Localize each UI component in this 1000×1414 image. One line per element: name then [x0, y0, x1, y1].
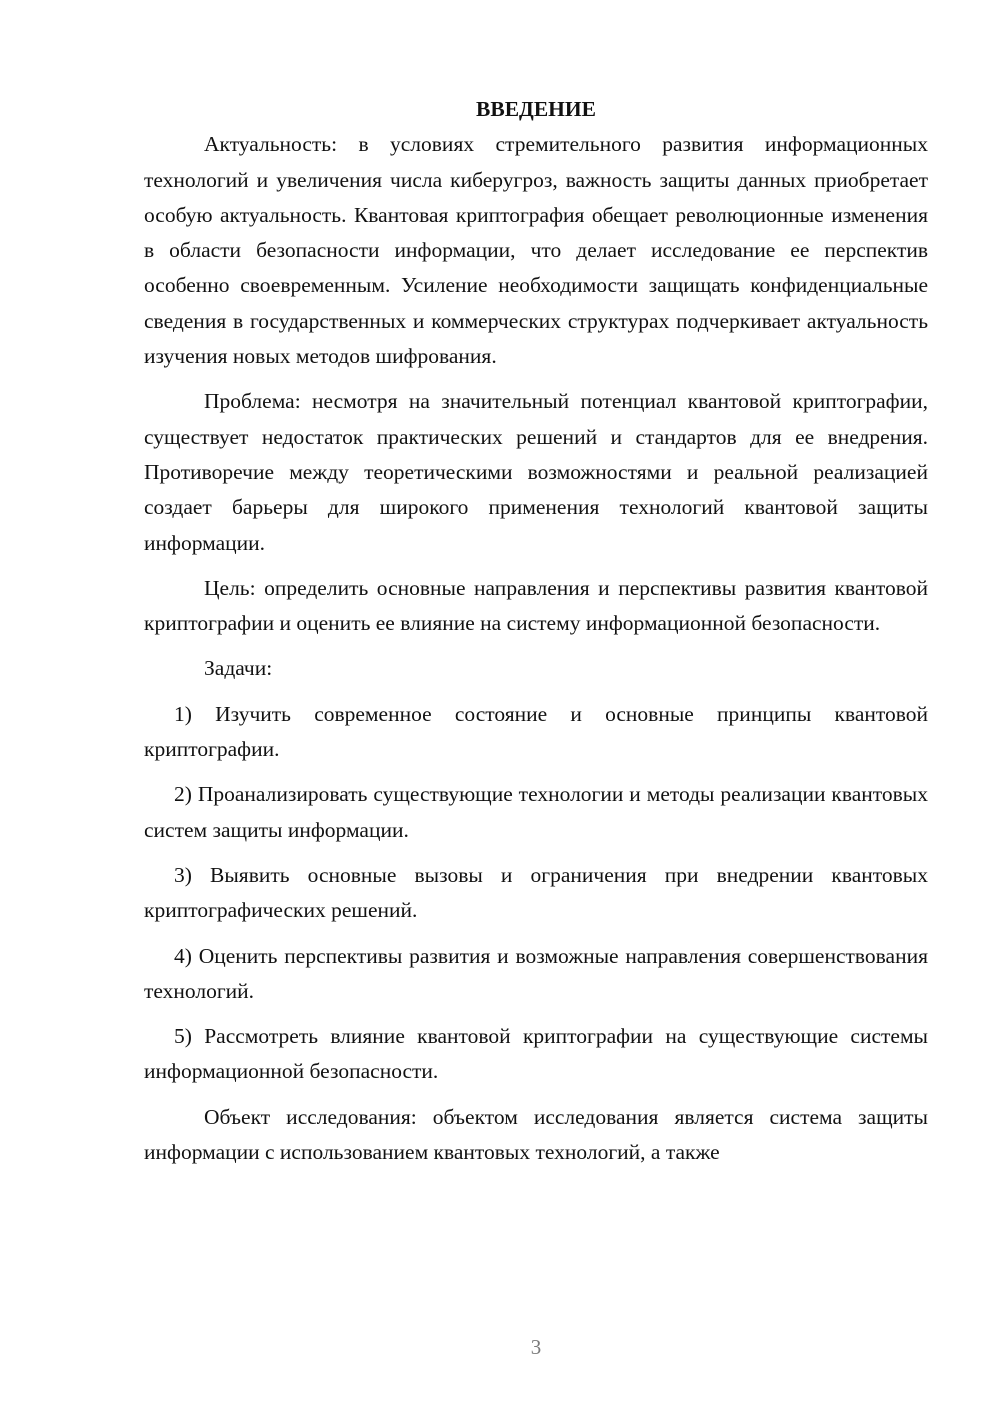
page-number: 3 [530, 1335, 542, 1359]
research-object-paragraph: Объект исследования: объектом исследования является система защиты информации с использованием квантовых технологий, а также [144, 1104, 928, 1165]
page-content [144, 92, 928, 1170]
task-item-3: 3) Выявить основные вызовы и ограничения при внедрении квантовых криптографических решений. [144, 862, 928, 923]
tasks-heading: Задачи: [204, 656, 273, 681]
relevance-paragraph: Актуальность: в условиях стремительного развития информационных технологий и увеличения числа киберугроз, важность защиты данных приобретает особую актуальность. Квантовая криптография обещает революционные изменения в области безопасности информации, что делает исследование ее перспектив особенно своевременным. Усиление необходимости защищать конфиденциальные сведения в государственных и коммерческих структурах подчеркивает актуальность изучения новых методов шифрования. [144, 132, 928, 369]
goal-paragraph: Цель: определить основные направления и перспективы развития квантовой криптографии и оценить ее влияние на систему информационной безопасности. [144, 575, 928, 636]
problem-paragraph: Проблема: несмотря на значительный потенциал квантовой криптографии, существует недостаток практических решений и стандартов для ее внедрения. Противоречие между теоретическими возможностями и реальной реализацией создает барьеры для широкого применения технологий квантовой защиты информации. [144, 389, 928, 555]
task-item-2: 2) Проанализировать существующие технологии и методы реализации квантовых систем защиты информации. [144, 782, 928, 842]
task-item-5: 5) Рассмотреть влияние квантовой криптографии на существующие системы информационной безопасности. [144, 1024, 928, 1084]
task-item-1: 1) Изучить современное состояние и основные принципы квантовой криптографии. [144, 701, 928, 762]
section-title: ВВЕДЕНИЕ [476, 97, 596, 121]
task-item-4: 4) Оценить перспективы развития и возможные направления совершенствования технологий. [144, 943, 928, 1003]
